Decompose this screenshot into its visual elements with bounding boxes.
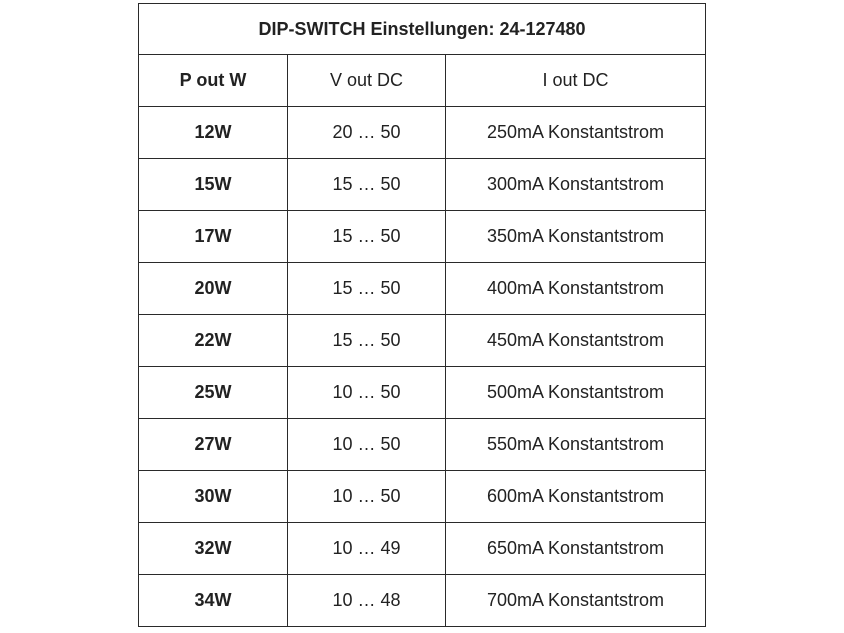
cell-i-out: 700mA Konstantstrom — [446, 575, 706, 627]
cell-i-out: 500mA Konstantstrom — [446, 367, 706, 419]
cell-p-out: 25W — [139, 367, 288, 419]
cell-i-out: 300mA Konstantstrom — [446, 159, 706, 211]
table-row — [139, 419, 706, 471]
dip-switch-settings-sheet — [138, 3, 705, 627]
cell-i-out: 350mA Konstantstrom — [446, 211, 706, 263]
cell-i-out: 600mA Konstantstrom — [446, 471, 706, 523]
cell-v-out: 10 … 50 — [288, 367, 446, 419]
cell-v-out: 10 … 48 — [288, 575, 446, 627]
table-row — [139, 523, 706, 575]
table-row — [139, 575, 706, 627]
cell-v-out: 10 … 49 — [288, 523, 446, 575]
table-title-row — [139, 4, 706, 55]
cell-v-out: 10 … 50 — [288, 419, 446, 471]
cell-v-out: 15 … 50 — [288, 315, 446, 367]
cell-i-out: 450mA Konstantstrom — [446, 315, 706, 367]
table-row — [139, 367, 706, 419]
cell-p-out: 20W — [139, 263, 288, 315]
table-title: DIP-SWITCH Einstellungen: 24-127480 — [139, 4, 706, 55]
cell-p-out: 12W — [139, 107, 288, 159]
table-row — [139, 263, 706, 315]
cell-v-out: 15 … 50 — [288, 263, 446, 315]
cell-p-out: 30W — [139, 471, 288, 523]
table-row — [139, 107, 706, 159]
cell-i-out: 250mA Konstantstrom — [446, 107, 706, 159]
cell-i-out: 650mA Konstantstrom — [446, 523, 706, 575]
cell-p-out: 32W — [139, 523, 288, 575]
cell-p-out: 17W — [139, 211, 288, 263]
cell-i-out: 400mA Konstantstrom — [446, 263, 706, 315]
table-row — [139, 159, 706, 211]
cell-i-out: 550mA Konstantstrom — [446, 419, 706, 471]
cell-v-out: 10 … 50 — [288, 471, 446, 523]
header-p-out: P out W — [139, 55, 288, 107]
table-row — [139, 211, 706, 263]
table-row — [139, 315, 706, 367]
cell-p-out: 15W — [139, 159, 288, 211]
header-i-out: I out DC — [446, 55, 706, 107]
cell-p-out: 27W — [139, 419, 288, 471]
cell-v-out: 15 … 50 — [288, 159, 446, 211]
cell-p-out: 34W — [139, 575, 288, 627]
cell-v-out: 15 … 50 — [288, 211, 446, 263]
table-header-row — [139, 55, 706, 107]
cell-p-out: 22W — [139, 315, 288, 367]
table-row — [139, 471, 706, 523]
dip-switch-table — [138, 3, 706, 627]
header-v-out: V out DC — [288, 55, 446, 107]
cell-v-out: 20 … 50 — [288, 107, 446, 159]
